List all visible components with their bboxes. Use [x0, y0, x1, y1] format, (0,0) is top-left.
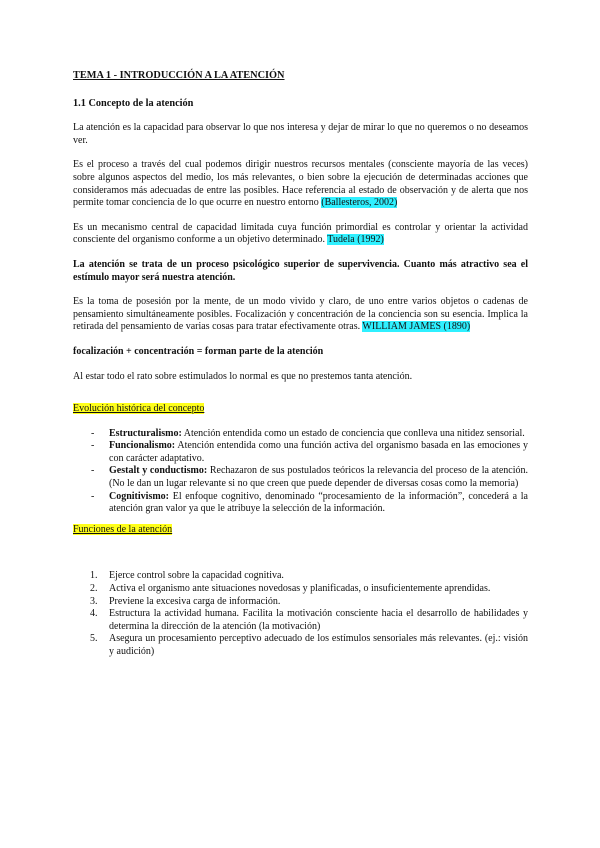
dash-bullet: -	[91, 465, 95, 477]
functions-list	[73, 570, 528, 658]
history-text: Rechazaron de sus postulados teóricos la relevancia del proceso de la atención. (No le dan un lugar relevante si no que creen que puede depender de diversas cosas como la memoria)	[109, 465, 528, 490]
list-item	[73, 583, 528, 596]
list-item	[73, 491, 528, 516]
section-heading-history	[73, 403, 528, 416]
list-number: 5.	[90, 633, 98, 645]
history-text: Atención entendida como un estado de conciencia que conlleva una nitidez sensorial.	[181, 427, 525, 439]
function-text: Estructura la actividad humana. Facilita la motivación consciente hacia el desarrollo de habilidades y determina la dirección de la atención (la motivación)	[109, 608, 528, 632]
section-heading-history-text: Evolución histórica del concepto	[73, 403, 205, 415]
history-term: Cognitivismo:	[109, 490, 169, 502]
function-text: Previene la excesiva carga de información.	[109, 595, 281, 607]
section-subtitle: 1.1 Concepto de la atención	[73, 97, 194, 109]
section-heading-functions-text: Funciones de la atención	[73, 523, 173, 535]
list-item	[73, 608, 528, 633]
list-item	[73, 465, 528, 490]
function-text: Activa el organismo ante situaciones novedosas y planificadas, o insuficientemente aprendidas.	[109, 583, 491, 595]
history-text: Atención entendida como una función activa del organismo basada en las emociones y con carácter adaptativo.	[109, 440, 528, 464]
list-number: 4.	[90, 608, 98, 620]
paragraph-6-bold: focalización + concentración = forman parte de la atención	[73, 345, 324, 357]
document-content	[73, 70, 528, 659]
function-text: Asegura un procesamiento perceptivo adecuado de los estímulos sensoriales más relevantes. (ej.: visión y audición)	[109, 633, 528, 657]
dash-bullet: -	[91, 490, 95, 502]
list-item	[73, 596, 528, 609]
dash-bullet: -	[91, 427, 95, 439]
history-term: Gestalt y conductismo:	[109, 465, 208, 477]
citation-ballesteros: (Ballesteros, 2002)	[321, 197, 398, 209]
paragraph-3-text: Es un mecanismo central de capacidad limitada cuya función primordial es controlar y orientar la actividad consciente del organismo conforme a un objetivo determinado.	[73, 221, 528, 246]
dash-bullet: -	[91, 440, 95, 452]
list-item	[73, 570, 528, 583]
list-item	[73, 440, 528, 465]
list-number: 3.	[90, 595, 98, 607]
history-term: Funcionalismo:	[109, 440, 176, 452]
function-text: Ejerce control sobre la capacidad cognitiva.	[109, 570, 284, 582]
list-number: 2.	[90, 583, 98, 595]
paragraph-5-text: Es la toma de posesión por la mente, de un modo vivido y claro, de uno entre varios objetos o cadenas de pensamiento simultáneamente posibles. Focalización y concentración de la conciencia son su esencia. Implica la retirada del pensamiento de varias cosas para tratar efectivamente otras.	[73, 296, 528, 333]
citation-tudela: Tudela (1992)	[327, 234, 384, 246]
section-heading-functions	[73, 524, 528, 537]
paragraph-2	[73, 159, 528, 209]
paragraph-4-bold: La atención se trata de un proceso psicológico superior de supervivencia. Cuanto más atractivo sea el estímulo mayor será nuestra atención.	[73, 258, 528, 283]
paragraph-2-text: Es el proceso a través del cual podemos dirigir nuestros recursos mentales (consciente mayoría de las veces) sobre algunos aspectos del medio, los más relevantes, o bien sobre la ejecución de determinadas acciones que consideramos más adecuadas de entre las posibles. Hace referencia al estado de observación y de alerta que nos permite tomar conciencia de lo que ocurre en nuestro entorno	[73, 159, 528, 209]
history-list	[73, 428, 528, 516]
paragraph-7: Al estar todo el rato sobre estimulados lo normal es que no prestemos tanta atención.	[73, 370, 413, 382]
paragraph-3	[73, 222, 528, 247]
list-number: 1.	[90, 570, 98, 582]
history-term: Estructuralismo:	[109, 427, 182, 439]
list-item	[73, 633, 528, 658]
history-text: El enfoque cognitivo, denominado “procesamiento de la información”, concederá a la atención gran valor ya que le atribuye la selección de la información.	[109, 490, 528, 515]
list-item	[73, 428, 528, 441]
citation-william-james: WILLIAM JAMES (1890)	[362, 321, 471, 333]
document-title: TEMA 1 - INTRODUCCIÓN A LA ATENCIÓN	[73, 70, 285, 81]
paragraph-1: La atención es la capacidad para observar lo que nos interesa y dejar de mirar lo que no queremos o no deseamos ver.	[73, 122, 528, 146]
paragraph-5	[73, 296, 528, 334]
